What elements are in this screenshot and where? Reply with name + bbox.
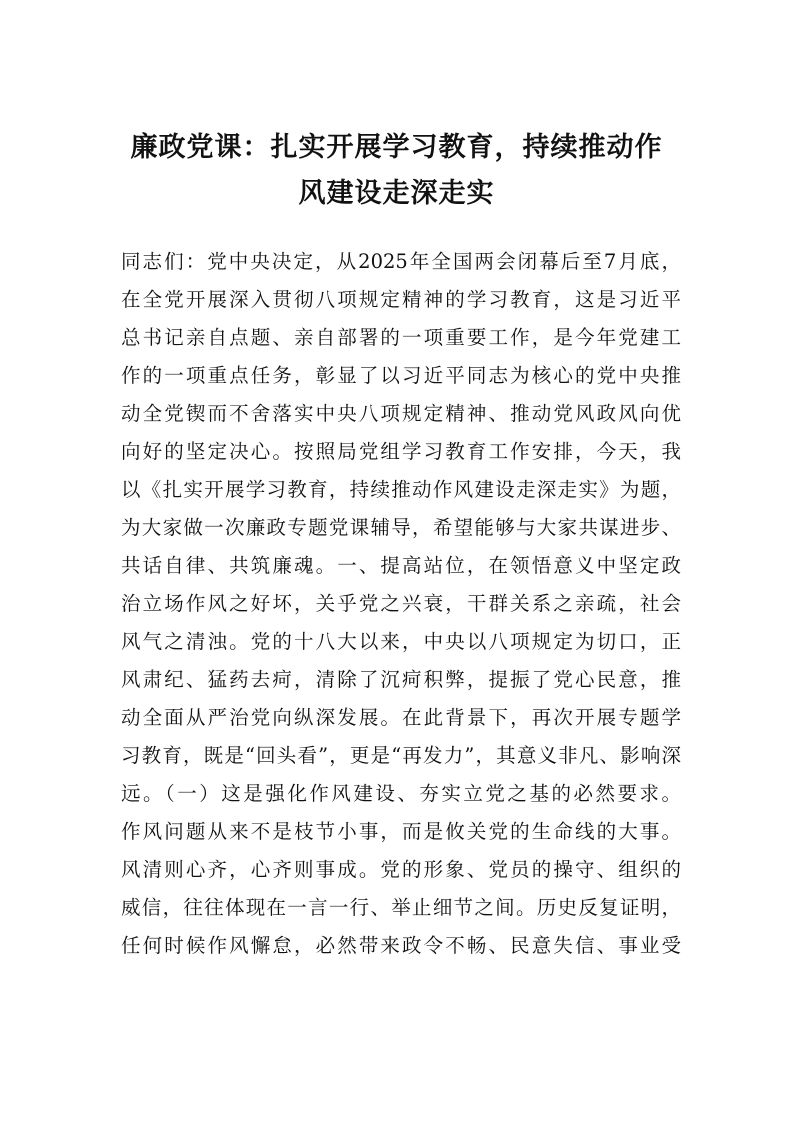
- body-line-14: 习教育，既是“回头看”，更是“再发力”，其意义非凡、影响深: [121, 744, 681, 767]
- body-line-15: 远。（一）这是强化作风建设、夯实立党之基的必然要求。: [121, 782, 681, 805]
- document-title-line-2: 风建设走深走实: [298, 178, 495, 209]
- body-line-3: 总书记亲自点题、亲自部署的一项重要工作，是今年党建工: [121, 326, 681, 349]
- body-line-12: 风肃纪、猛药去疴，清除了沉疴积弊，提振了党心民意，推: [121, 668, 681, 691]
- body-line-19: 任何时候作风懈怠，必然带来政令不畅、民意失信、事业受: [121, 934, 681, 957]
- document-title-line-1: 廉政党课：扎实开展学习教育，持续推动作: [130, 132, 663, 163]
- body-line-10: 治立场作风之好坏，关乎党之兴衰，干群关系之亲疏，社会: [121, 592, 681, 615]
- body-line-18: 威信，往往体现在一言一行、举止细节之间。历史反复证明，: [121, 896, 681, 919]
- body-line-11: 风气之清浊。党的十八大以来，中央以八项规定为切口，正: [121, 630, 681, 653]
- body-line-8: 为大家做一次廉政专题党课辅导，希望能够与大家共谋进步、: [121, 516, 681, 539]
- body-line-6: 向好的坚定决心。按照局党组学习教育工作安排，今天，我: [121, 440, 681, 463]
- body-line-5: 动全党锲而不舍落实中央八项规定精神、推动党风政风向优: [121, 402, 681, 425]
- body-line-16: 作风问题从来不是枝节小事，而是攸关党的生命线的大事。: [121, 820, 681, 843]
- body-line-9: 共话自律、共筑廉魂。一、提高站位，在领悟意义中坚定政: [121, 554, 681, 577]
- body-line-13: 动全面从严治党向纵深发展。在此背景下，再次开展专题学: [121, 706, 681, 729]
- body-line-1: 同志们：党中央决定，从2025年全国两会闭幕后至7月底，: [121, 250, 681, 273]
- body-line-17: 风清则心齐，心齐则事成。党的形象、党员的操守、组织的: [121, 858, 681, 881]
- body-line-2: 在全党开展深入贯彻八项规定精神的学习教育，这是习近平: [121, 288, 681, 311]
- body-line-7: 以《扎实开展学习教育，持续推动作风建设走深走实》为题，: [121, 478, 681, 501]
- body-line-4: 作的一项重点任务，彰显了以习近平同志为核心的党中央推: [121, 364, 681, 387]
